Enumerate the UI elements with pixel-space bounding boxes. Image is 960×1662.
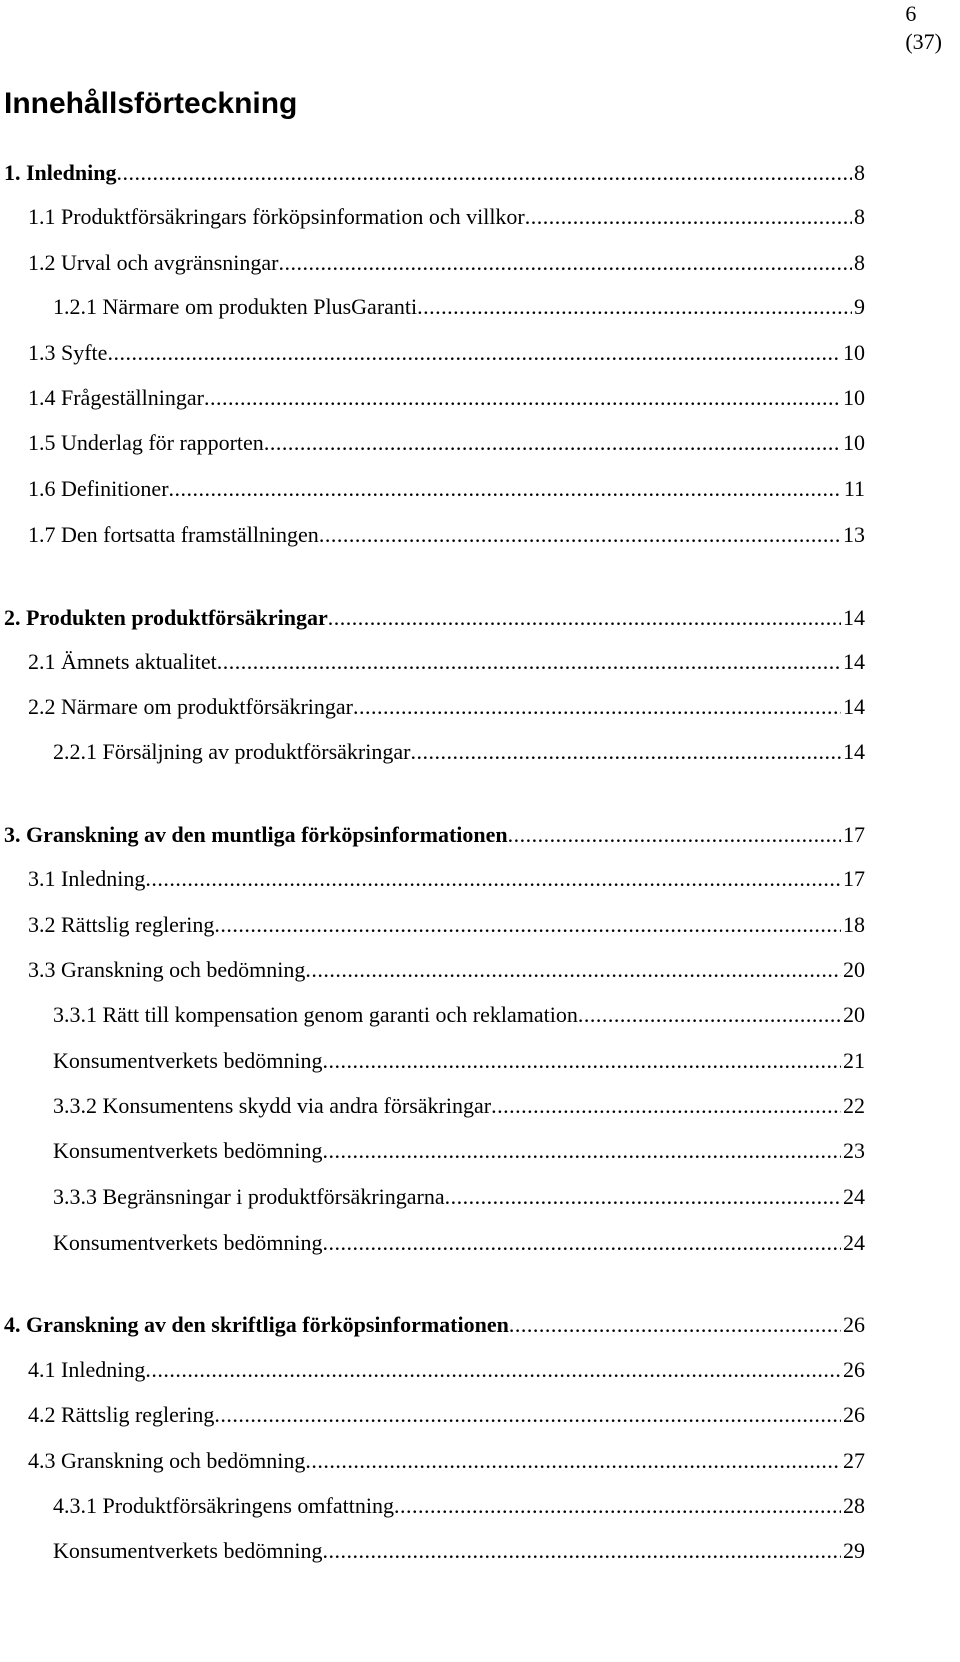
toc-entry[interactable] bbox=[28, 955, 865, 985]
toc-entry-label: 4.2 Rättslig reglering bbox=[28, 1402, 215, 1427]
toc-leader-dots bbox=[394, 1491, 841, 1521]
toc-leader-dots bbox=[445, 1182, 841, 1212]
toc-entry[interactable] bbox=[4, 158, 865, 188]
toc-leader-dots bbox=[145, 1355, 841, 1385]
toc-entry[interactable] bbox=[53, 1491, 865, 1521]
toc-entry-page: 14 bbox=[843, 649, 865, 674]
toc-entry-label: 3.3.1 Rätt till kompensation genom garanti och reklamation bbox=[53, 1002, 578, 1027]
toc-entry-page: 29 bbox=[843, 1538, 865, 1563]
toc-leader-dots bbox=[264, 428, 841, 458]
toc-entry-label: 4.3.1 Produktförsäkringens omfattning bbox=[53, 1493, 394, 1518]
toc-leader-dots bbox=[322, 1136, 841, 1166]
toc-entry-page: 24 bbox=[843, 1230, 865, 1255]
toc-entry-page: 17 bbox=[843, 822, 865, 847]
toc-entry-label: Konsumentverkets bedömning bbox=[53, 1230, 323, 1255]
toc-leader-dots bbox=[508, 820, 841, 850]
toc-leader-dots bbox=[491, 1091, 841, 1121]
toc-leader-dots bbox=[322, 1046, 841, 1076]
toc-entry-label: 2.1 Ämnets aktualitet bbox=[28, 649, 217, 674]
toc-entry[interactable] bbox=[28, 1400, 865, 1430]
toc-entry[interactable] bbox=[53, 1228, 865, 1258]
toc-entry[interactable] bbox=[4, 603, 865, 633]
toc-entry-page: 26 bbox=[843, 1357, 865, 1382]
toc-leader-dots bbox=[328, 603, 841, 633]
toc-entry-label: 2.2.1 Försäljning av produktförsäkringar bbox=[53, 739, 411, 764]
toc-entry[interactable] bbox=[53, 1046, 865, 1076]
toc-entry[interactable] bbox=[28, 202, 865, 232]
toc-entry-label: 3.1 Inledning bbox=[28, 866, 146, 891]
toc-entry-label: Konsumentverkets bedömning bbox=[53, 1538, 323, 1563]
toc-entry-label: 3.3.3 Begränsningar i produktförsäkringarna bbox=[53, 1184, 445, 1209]
toc-entry[interactable] bbox=[28, 428, 865, 458]
toc-entry[interactable] bbox=[28, 383, 865, 413]
toc-entry-page: 10 bbox=[843, 340, 865, 365]
toc-leader-dots bbox=[319, 520, 841, 550]
toc-entry-label: 1.7 Den fortsatta framställningen bbox=[28, 522, 319, 547]
toc-leader-dots bbox=[417, 292, 852, 322]
toc-entry[interactable] bbox=[28, 474, 865, 504]
toc-entry-page: 17 bbox=[843, 866, 865, 891]
toc-entry[interactable] bbox=[28, 1355, 865, 1385]
toc-entry-page: 8 bbox=[854, 250, 865, 275]
toc-entry[interactable] bbox=[28, 910, 865, 940]
toc-entry-page: 10 bbox=[843, 385, 865, 410]
toc-entry-page: 13 bbox=[843, 522, 865, 547]
toc-entry-label: 4.3 Granskning och bedömning bbox=[28, 1448, 306, 1473]
toc-entry[interactable] bbox=[28, 338, 865, 368]
toc-title: Innehållsförteckning bbox=[4, 87, 298, 120]
toc-leader-dots bbox=[305, 955, 841, 985]
toc-entry-page: 21 bbox=[843, 1048, 865, 1073]
toc-entry[interactable] bbox=[53, 737, 865, 767]
toc-leader-dots bbox=[107, 338, 841, 368]
toc-entry-page: 14 bbox=[843, 694, 865, 719]
toc-entry-page: 20 bbox=[843, 957, 865, 982]
toc-leader-dots bbox=[217, 647, 841, 677]
toc-entry-label: 3.3.2 Konsumentens skydd via andra försäkringar bbox=[53, 1093, 492, 1118]
toc-leader-dots bbox=[322, 1536, 841, 1566]
toc-entry-page: 26 bbox=[843, 1402, 865, 1427]
toc-entry-label: Konsumentverkets bedömning bbox=[53, 1048, 323, 1073]
toc-entry-page: 20 bbox=[843, 1002, 865, 1027]
page-number-current: 6 bbox=[905, 1, 917, 26]
toc-leader-dots bbox=[214, 1400, 841, 1430]
toc-entry-label: 1.6 Definitioner bbox=[28, 476, 169, 501]
toc-leader-dots bbox=[214, 910, 841, 940]
toc-entry-page: 22 bbox=[843, 1093, 865, 1118]
toc-leader-dots bbox=[305, 1446, 841, 1476]
toc-entry[interactable] bbox=[28, 1446, 865, 1476]
toc-entry-page: 14 bbox=[843, 739, 865, 764]
toc-leader-dots bbox=[145, 864, 841, 894]
toc-entry-page: 8 bbox=[854, 204, 865, 229]
toc-entry[interactable] bbox=[53, 1091, 865, 1121]
toc-entry-page: 26 bbox=[843, 1312, 865, 1337]
toc-entry-page: 24 bbox=[843, 1184, 865, 1209]
toc-entry-label: 1.2.1 Närmare om produkten PlusGaranti bbox=[53, 294, 418, 319]
toc-leader-dots bbox=[204, 383, 841, 413]
toc-entry[interactable] bbox=[28, 248, 865, 278]
page-number bbox=[905, 0, 942, 56]
toc-entry-label: 3. Granskning av den muntliga förköpsinformationen bbox=[4, 822, 508, 847]
toc-leader-dots bbox=[353, 692, 841, 722]
toc-entry[interactable] bbox=[53, 1536, 865, 1566]
toc-entry[interactable] bbox=[4, 1310, 865, 1340]
toc-entry-page: 11 bbox=[843, 476, 865, 501]
toc-entry[interactable] bbox=[28, 692, 865, 722]
toc-entry-label: 3.3 Granskning och bedömning bbox=[28, 957, 306, 982]
toc-leader-dots bbox=[169, 474, 842, 504]
toc-leader-dots bbox=[509, 1310, 841, 1340]
toc-entry-label: 1.3 Syfte bbox=[28, 340, 108, 365]
toc-entry-label: 1. Inledning bbox=[4, 160, 117, 185]
toc-entry-label: 1.4 Frågeställningar bbox=[28, 385, 204, 410]
toc-entry-page: 10 bbox=[843, 430, 865, 455]
toc-entry-page: 8 bbox=[854, 160, 865, 185]
toc-leader-dots bbox=[525, 202, 852, 232]
toc-entry-page: 9 bbox=[854, 294, 865, 319]
toc-entry[interactable] bbox=[28, 864, 865, 894]
toc-entry[interactable] bbox=[53, 292, 865, 322]
toc-entry[interactable] bbox=[4, 820, 865, 850]
toc-entry-page: 23 bbox=[843, 1138, 865, 1163]
toc-entry-label: 2.2 Närmare om produktförsäkringar bbox=[28, 694, 354, 719]
toc-entry[interactable] bbox=[53, 1000, 865, 1030]
toc-entry-label: 1.1 Produktförsäkringars förköpsinformation och villkor bbox=[28, 204, 525, 229]
toc-leader-dots bbox=[578, 1000, 841, 1030]
toc-entry[interactable] bbox=[53, 1182, 865, 1212]
toc-entry[interactable] bbox=[53, 1136, 865, 1166]
toc-leader-dots bbox=[278, 248, 852, 278]
toc-entry-page: 14 bbox=[843, 605, 865, 630]
toc-entry-label: 1.2 Urval och avgränsningar bbox=[28, 250, 279, 275]
toc-entry-label: 1.5 Underlag för rapporten bbox=[28, 430, 264, 455]
toc-entry-page: 27 bbox=[843, 1448, 865, 1473]
toc-leader-dots bbox=[117, 158, 853, 188]
toc-entry-page: 18 bbox=[843, 912, 865, 937]
toc-entry-label: 4.1 Inledning bbox=[28, 1357, 146, 1382]
toc-leader-dots bbox=[322, 1228, 841, 1258]
page-number-total: (37) bbox=[905, 29, 942, 54]
toc-entry-page: 28 bbox=[843, 1493, 865, 1518]
toc-entry-label: 2. Produkten produktförsäkringar bbox=[4, 605, 328, 630]
toc-entry[interactable] bbox=[28, 647, 865, 677]
toc-entry[interactable] bbox=[28, 520, 865, 550]
toc-entry-label: Konsumentverkets bedömning bbox=[53, 1138, 323, 1163]
toc-entry-label: 3.2 Rättslig reglering bbox=[28, 912, 215, 937]
toc-leader-dots bbox=[410, 737, 841, 767]
toc-entry-label: 4. Granskning av den skriftliga förköpsinformationen bbox=[4, 1312, 509, 1337]
